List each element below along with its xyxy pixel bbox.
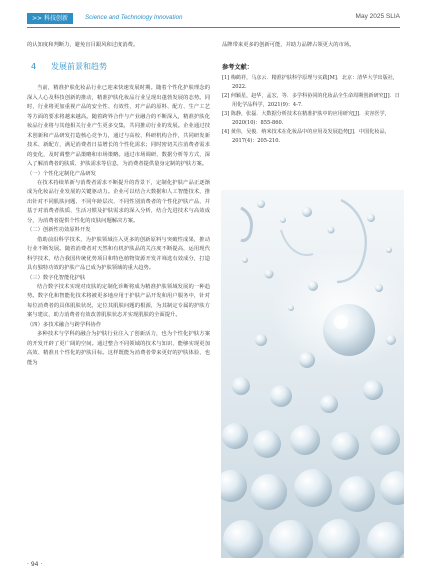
- paragraph: 借助前沿科学技术，为护肤领域注入更多的创新原料与突破性成果，推动行业不断发展。随着消费者对天然和有机护肤品的关注度不断提高，运用现代科学技术，结合我国传统优势项目和特色植物资源开发并筛选有效成分，打造具有独特功效的护肤产品已成为护肤领域的重大趋势。: [27, 236, 210, 272]
- paragraph: 多种技术与学科的融合为护肤行业注入了创新活力，也为个性化护肤方案的开发开辟了更广阔的空间。通过整合不同领域的技术与知识，能够实现更加高效、精准且个性化的护肤目标。这样既能为消费者带来更好的护肤体验，也能为: [27, 331, 210, 366]
- subheading: （二）创新性功效原料开发: [27, 227, 91, 234]
- reference-item: [1] 梅鹤祥，马彦云．精准护肤科学原理与实践[M]．北京：清华大学出版社，2022.: [222, 75, 398, 91]
- section-tag: >> 科技创新: [27, 13, 73, 24]
- page-number: · 94 ·: [27, 561, 43, 568]
- page-header: [27, 12, 400, 26]
- paragraph-continuation: 的认知度和判断力，避免盲目跟风和过度消费。: [27, 42, 139, 48]
- right-column: [222, 41, 400, 146]
- left-column: [27, 41, 210, 368]
- references-heading: 参考文献：: [222, 64, 253, 72]
- section-title: 发展前景和趋势: [51, 62, 107, 72]
- section-heading: [27, 61, 210, 75]
- subheading: （一）个性化定制化产品研发: [27, 170, 96, 177]
- paragraph: 在技术持续革新与消费者需求不断提升的背景下，定制化护肤产品正逐渐成为化妆品行业发展的关键驱动力。企业可以结合大数据和人工智能技术，推出针对不同肌肤问题、不同年龄层次、不同性别消费者的个性化护肤产品，并基于对消费者肤质、生活习惯及护肤需求的深入分析，结合先进技术与高效成分，为消费者提供个性化的皮肤问题解决方案。: [27, 179, 210, 224]
- reference-item: [2] 何颖星，赵华，孟宏，等．多学科协同的化妆品全生命周期创新研究[J]．日用化学品科学，2021(9)：4-7.: [222, 93, 400, 109]
- paragraph: 结合数字技术实现对皮肤的定制化诊断将成为精准护肤领域发展的一种趋势。数字化和智能化技术将被更多地应用于护肤产品开发和用户服务中，针对每位消费者的具体肌肤状况，定位其肌肤问题的根源，为其制定专属的护肤方案与建议，助力消费者有效改善肌肤状态并实现肌肤的全面提升。: [27, 283, 210, 319]
- reference-item: [3] 陈静，张磊．大数据分析技术在精准护肤中的应用研究[J]．美容医学，2020(10)：855-860.: [222, 111, 390, 127]
- paragraph-continuation: 品牌带来更多的创新可能，并助力品牌占领更大的市场。: [222, 42, 355, 48]
- section-number: 4: [31, 62, 37, 72]
- paragraph: 当前，精准护肤化妆品行业已迎来快速发展时期。随着个性化护肤理念的深入人心及科技创新的推动，精准护肤化妆品行业呈现出蓬勃发展的态势。同时，行业将更加重视产品的安全性、有效性，对产品的原料、配方、生产工艺等方面的要求将越来越高。随着跨界合作与产业融合的不断深入，精准护肤化妆品行业将与其他相关行业产生更多交集，共同推动行业的发展。企业通过技术创新和产品研发打造核心竞争力，通过与高校、科研机构合作，共同研发新技术、新配方，满足消费者日益增长的个性化需求；同时密切关注消费者需求的变化，及时调整产品策略和市场策略。通过市场调研、数据分析等方式，深入了解消费者的肤质、护肤需求等信息，为消费者提供量身定制的护肤方案。: [27, 85, 210, 168]
- reference-item: [4] 黄伟，吴俊．纳米技术在化妆品中的应用及发展趋势[J]．中国化妆品，2017(4)：205-210.: [222, 129, 390, 145]
- header-rule: [27, 27, 400, 28]
- subheading: （三）数字化智能化护肤: [27, 274, 86, 281]
- journal-name: Science and Technology Innovation: [85, 14, 183, 21]
- droplets-illustration: [221, 190, 404, 558]
- issue-label: May 2025 SLIA: [355, 13, 400, 20]
- serum-droplets-image: [221, 190, 404, 558]
- subheading: （四）多技术融合与跨学科协作: [27, 321, 102, 328]
